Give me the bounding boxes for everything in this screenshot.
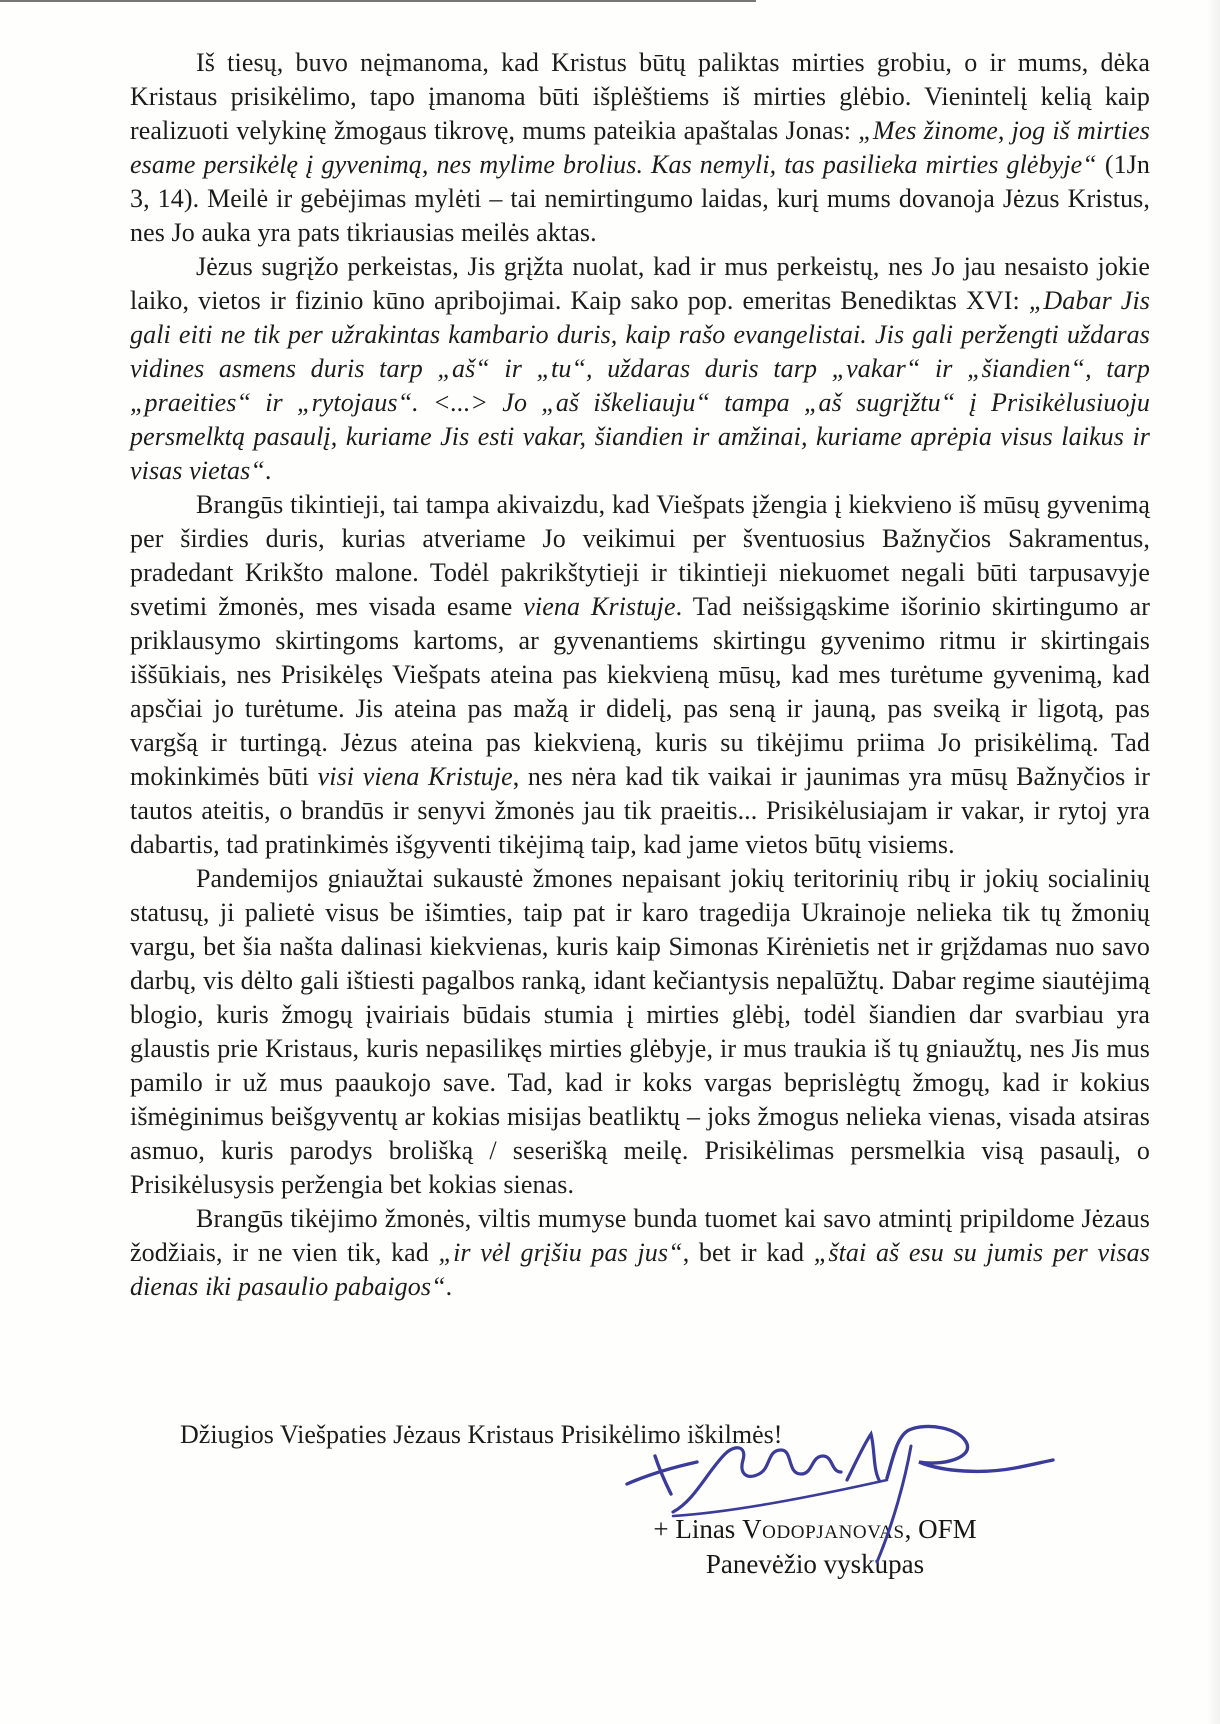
signatory-name bbox=[575, 1420, 1055, 1546]
letter-body bbox=[130, 46, 1150, 1304]
closing-greeting-line: Džiugios Viešpaties Jėzaus Kristaus Prisikėlimo iškilmės! bbox=[180, 1420, 783, 1449]
paragraph: Brangūs tikintieji, tai tampa akivaizdu, kad Viešpats įžengia į kiekvieno iš mūsų gyvenimą per širdies duris, kurias atveriame Jo veikimui per šventuosius Bažnyčios Sakramentus, pradedant Krikšto malone. Todėl pakrikštytieji ir tikintieji niekuomet negali būti tarpusavyje svetimi žmonės, mes visada esame viena Kristuje. Tad neišsigąskime išorinio skirtingumo ar priklausymo skirtingoms kartoms, ar gyvenantiems skirtingu gyvenimo ritmu ir skirtingais iššūkiais, nes Prisikėlęs Viešpats ateina pas kiekvieną mūsų, kad mes turėtume gyvenimą, kad apsčiai jo turėtume. Jis ateina pas mažą ir didelį, pas seną ir jauną, pas sveiką ir ligotą, pas vargšą ir turtingą. Jėzus ateina pas kiekvieną, kuris su tikėjimu priima Jo prisikėlimą. Tad mokinkimės būti visi viena Kristuje, nes nėra kad tik vaikai ir jaunimas yra mūsų Bažnyčios ir tautos ateitis, o brandūs ir senyvi žmonės jau tik praeitis... Prisikėlusiajam ir vakar, ir rytoj yra dabartis, tad pratinkimės išgyventi tikėjimą taip, kad jame vietos būtų visiems. bbox=[130, 490, 1150, 859]
paragraph: Jėzus sugrįžo perkeistas, Jis grįžta nuolat, kad ir mus perkeistų, nes Jo jau nesaisto jokie laiko, vietos ir fizinio kūno apribojimai. Kaip sako pop. emeritas Benediktas XVI: „Dabar Jis gali eiti ne tik per užrakintas kambario duris, kaip rašo evangelistai. Jis gali peržengti uždaras vidines asmens duris tarp „aš“ ir „tu“, uždaras duris tarp „vakar“ ir „šiandien“, tarp „praeities“ ir „rytojaus“. <...> Jo „aš iškeliauju“ tampa „aš sugrįžtu“ į Prisikėlusiuoju persmelktą pasaulį, kuriame Jis esti vakar, šiandien ir amžinai, kuriame aprėpia visus laikus ir visas vietas“. bbox=[130, 252, 1150, 485]
scan-artifact-top-edge bbox=[0, 0, 756, 2]
scan-artifact-right-shade bbox=[1206, 0, 1220, 1724]
paragraph: Brangūs tikėjimo žmonės, viltis mumyse bunda tuomet kai savo atmintį pripildome Jėzaus žodžiais, ir ne vien tik, kad „ir vėl grįšiu pas jus“, bet ir kad „štai aš esu su jumis per visas dienas iki pasaulio pabaigos“. bbox=[130, 1204, 1150, 1301]
signature-block bbox=[575, 1420, 1055, 1582]
paragraph: Iš tiesų, buvo neįmanoma, kad Kristus būtų paliktas mirties grobiu, o ir mums, dėka Kristaus prisikėlimo, tapo įmanoma būti išplėštiems iš mirties glėbio. Vienintelį kelią kaip realizuoti velykinę žmogaus tikrovę, mums pateikia apaštalas Jonas: „Mes žinome, jog iš mirties esame persikėlę į gyvenimą, nes mylime brolius. Kas nemyli, tas pasilieka mirties glėbyje“ (1Jn 3, 14). Meilė ir gebėjimas mylėti – tai nemirtingumo laidas, kurį mums dovanoja Jėzus Kristus, nes Jo auka yra pats tikriausias meilės aktas. bbox=[130, 48, 1150, 247]
signatory-surname: Vodopjanovas bbox=[742, 1514, 905, 1544]
paragraph: Pandemijos gniaužtai sukaustė žmones nepaisant jokių teritorinių ribų ir jokių socialinių statusų, ji palietė visus be išimties, taip pat ir karo tragedija Ukrainoje nelieka tik tų žmonių vargu, bet šia našta dalinasi kiekvienas, kuris kaip Simonas Kirėnietis net ir grįždamas nuo savo darbų, vis dėlto gali ištiesti pagalbos ranką, idant kečiantysis nepalūžtų. Dabar regime siautėjimą blogio, kuris žmogų įvairiais būdais stumia į mirties glėbį, todėl šiandien dar svarbiau yra glaustis prie Kristaus, kuris nepasilikęs mirties glėbyje, ir mus traukia iš tų gniaužtų, nes Jis mus pamilo ir už mus paaukojo save. Tad, kad ir koks vargas beprislėgtų žmogų, kad ir kokius išmėginimus beišgyventų ar kokias misijas beatliktų – joks žmogus nelieka vienas, visada atsiras asmuo, kuris parodys brolišką / seserišką meilę. Prisikėlimas persmelkia visą pasaulį, o Prisikėlusysis peržengia bet kokias sienas. bbox=[130, 864, 1150, 1199]
signatory-name-prefix: + Linas bbox=[653, 1514, 743, 1544]
signatory-title: Panevėžio vyskupas bbox=[705, 1549, 925, 1579]
signatory-name-suffix: , OFM bbox=[904, 1514, 977, 1544]
